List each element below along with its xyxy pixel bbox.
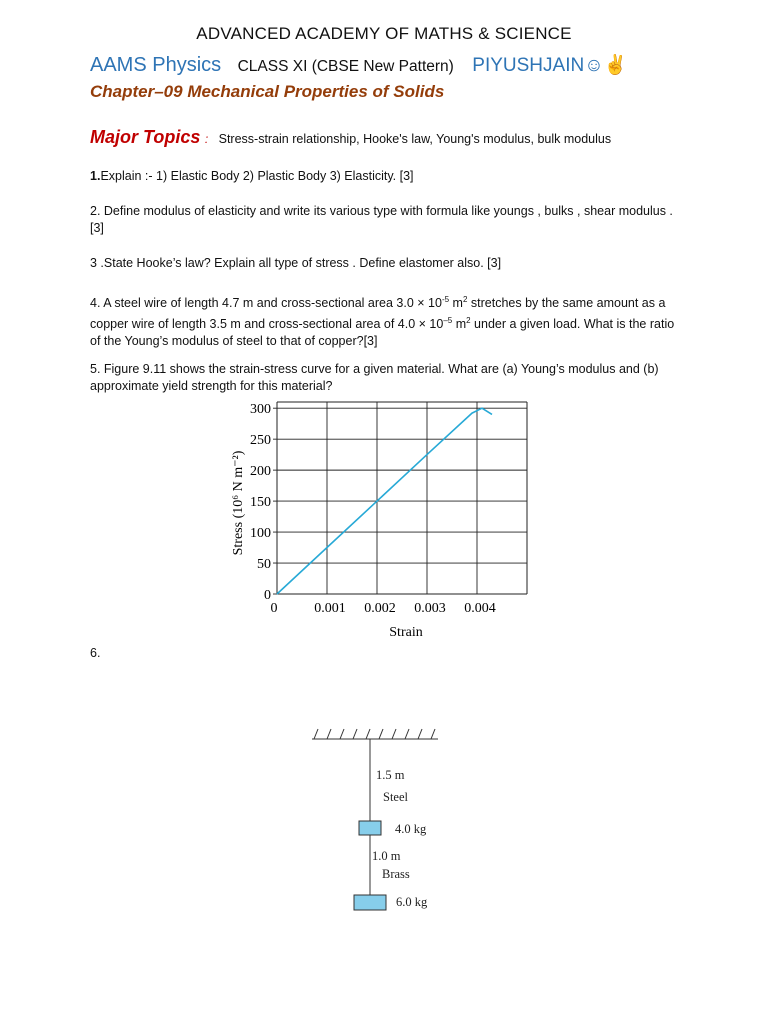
steel-label: Steel	[383, 790, 408, 804]
q4-part-b: m	[449, 296, 463, 311]
x-tick-label: 0.003	[414, 601, 446, 616]
y-tick-label: 100	[250, 526, 271, 542]
author-name: PIYUSHJAIN☺✌	[472, 55, 628, 76]
academy-title: ADVANCED ACADEMY OF MATHS & SCIENCE	[196, 24, 572, 43]
x-tick-label: 0.004	[464, 601, 496, 616]
topics-label: Major Topics	[90, 127, 201, 147]
chart-grid	[273, 402, 527, 594]
header-row	[90, 53, 627, 77]
question-5: 5. Figure 9.11 shows the strain-stress curve for a given material. What are (a) Young’s modulus and (b) approximate yield strength for this material?	[90, 362, 659, 393]
question-6: 6.	[90, 646, 101, 660]
question-1	[90, 168, 680, 185]
mass1-label: 4.0 kg	[395, 822, 427, 836]
y-tick-labels	[250, 402, 271, 603]
question-1-text: Explain :- 1) Elastic Body 2) Plastic Body 3) Elasticity. [3]	[100, 169, 414, 183]
question-2: 2. Define modulus of elasticity and write its various type with formula like youngs , bulks , shear modulus .[3]	[90, 204, 673, 235]
q4-part-e: under a given load. What is the ratio of the Young’s modulus of steel to that of copper?[3]	[90, 317, 675, 349]
stress-strain-chart	[220, 395, 540, 645]
topics-text: Stress-strain relationship, Hooke's law, Young's modulus, bulk modulus	[218, 132, 612, 146]
y-tick-label: 250	[250, 433, 271, 449]
y-tick-label: 0	[264, 588, 271, 603]
brass-label: Brass	[382, 867, 410, 881]
ceiling-hatch	[312, 729, 438, 739]
question-4	[90, 291, 680, 350]
brass-length: 1.0 m	[372, 849, 401, 863]
q4-exp-d: 2	[466, 316, 471, 326]
y-tick-label: 200	[250, 464, 271, 480]
mass2-label: 6.0 kg	[396, 895, 428, 909]
q4-exp-a: -5	[441, 295, 450, 304]
chapter-title: Chapter–09 Mechanical Properties of Solids	[90, 82, 445, 101]
q4-exp-b: 2	[462, 295, 468, 304]
mass-block-6kg	[354, 895, 386, 910]
q4-part-c: stretches by the same amount as a copper wire of length 3.5 m and cross-sectional area of 4.0 × 10	[90, 296, 666, 332]
major-topics	[90, 127, 611, 148]
x-axis-label: Strain	[389, 625, 423, 640]
wire-figure	[300, 725, 500, 925]
q4-part-d: m	[452, 317, 467, 332]
y-tick-label: 150	[250, 495, 271, 511]
q4-exp-c: –5	[443, 316, 453, 326]
question-1-number: 1.	[90, 169, 101, 183]
y-tick-label: 50	[257, 557, 271, 573]
subject-title: AAMS Physics	[90, 54, 222, 76]
y-axis-label: Stress (10⁶ N m⁻²)	[231, 450, 246, 556]
x-tick-label: 0.001	[314, 601, 346, 616]
mass-block-4kg	[359, 821, 381, 835]
x-tick-label: 0.002	[364, 601, 396, 616]
topics-colon: :	[204, 132, 209, 146]
x-tick-labels	[271, 601, 496, 616]
y-tick-label: 300	[250, 402, 271, 418]
steel-length: 1.5 m	[376, 768, 405, 782]
class-label: CLASS XI (CBSE New Pattern)	[237, 58, 454, 75]
question-3: 3 .State Hooke’s law? Explain all type of stress . Define elastomer also. [3]	[90, 256, 502, 270]
x-tick-label: 0	[270, 601, 278, 616]
q4-part-a: 4. A steel wire of length 4.7 m and cross-sectional area 3.0 × 10	[90, 296, 442, 311]
